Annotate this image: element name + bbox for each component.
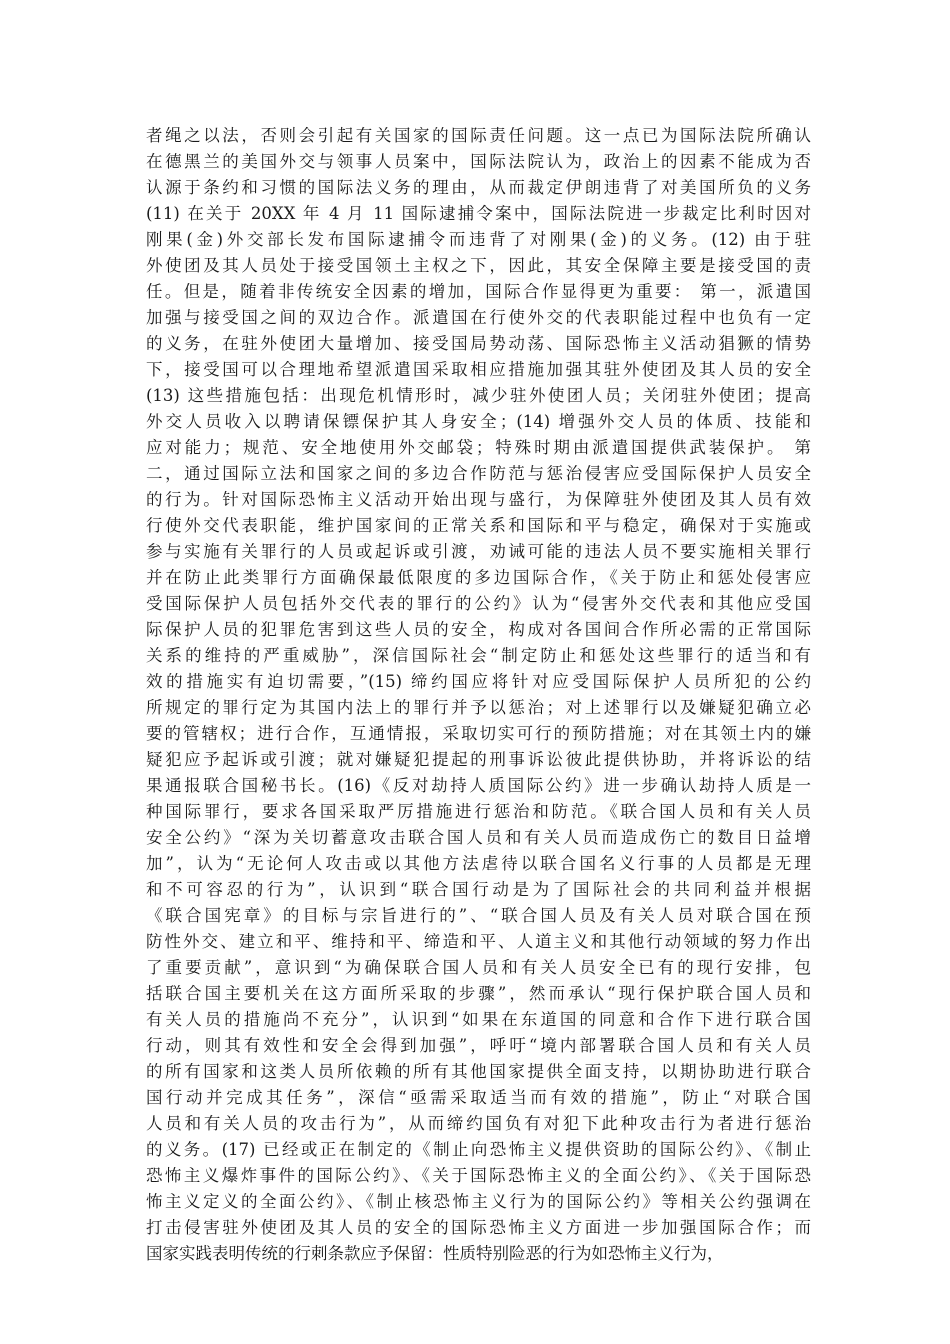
text-line: 关系的维持的严重威胁”，深信国际社会“制定防止和惩处这些罪行的适当和有 bbox=[146, 646, 811, 665]
text-line: 国家实践表明传统的行刺条款应予保留：性质特别险恶的行为如恐怖主义行为， bbox=[146, 1244, 724, 1263]
text-line: 者绳之以法，否则会引起有关国家的国际责任问题。这一点已为国际法院所确认 bbox=[146, 126, 811, 145]
text-line: 并在防止此类罪行方面确保最低限度的多边国际合作，《关于防止和惩处侵害应 bbox=[146, 568, 811, 587]
text-line: 所规定的罪行定为其国内法上的罪行并予以惩治；对上述罪行以及嫌疑犯确立必 bbox=[146, 698, 811, 717]
text-line: 怖主义定义的全面公约》、《制止核恐怖主义行为的国际公约》等相关公约强调在 bbox=[146, 1192, 811, 1211]
text-line: 的义务。(17) 已经或正在制定的《制止向恐怖主义提供资助的国际公约》、《制止 bbox=[146, 1140, 811, 1159]
text-line: 二，通过国际立法和国家之间的多边合作防范与惩治侵害应受国际保护人员安全 bbox=[146, 464, 811, 483]
text-line: 要的管辖权；进行合作，互通情报，采取切实可行的预防措施；对在其领土内的嫌 bbox=[146, 724, 811, 743]
text-line: 效的措施实有迫切需要，”(15) 缔约国应将针对应受国际保护人员所犯的公约 bbox=[146, 672, 811, 691]
text-line: 行使外交代表职能，维护国家间的正常关系和国际和平与稳定，确保对于实施或 bbox=[146, 516, 811, 535]
text-line: 疑犯应予起诉或引渡；就对嫌疑犯提起的刑事诉讼彼此提供协助，并将诉讼的结 bbox=[146, 750, 811, 769]
text-line: 下，接受国可以合理地希望派遣国采取相应措施加强其驻外使团及其人员的安全 bbox=[146, 360, 811, 379]
text-line: 的行为。针对国际恐怖主义活动开始出现与盛行，为保障驻外使团及其人员有效 bbox=[146, 490, 811, 509]
text-line: 的义务，在驻外使团大量增加、接受国局势动荡、国际恐怖主义活动猖獗的情势 bbox=[146, 334, 811, 353]
text-line: 人员和有关人员的攻击行为”，从而缔约国负有对犯下此种攻击行为者进行惩治 bbox=[146, 1114, 811, 1133]
text-line: 恐怖主义爆炸事件的国际公约》、《关于国际恐怖主义的全面公约》、《关于国际恐 bbox=[146, 1166, 811, 1185]
text-line: 际保护人员的犯罪危害到这些人员的安全，构成对各国间合作所必需的正常国际 bbox=[146, 620, 811, 639]
body-text bbox=[146, 123, 811, 1267]
text-line: 种国际罪行，要求各国采取严厉措施进行惩治和防范。《联合国人员和有关人员 bbox=[146, 802, 811, 821]
text-line: 果通报联合国秘书长。(16)《反对劫持人质国际公约》进一步确认劫持人质是一 bbox=[146, 776, 811, 795]
text-line: 认源于条约和习惯的国际法义务的理由，从而裁定伊朗违背了对美国所负的义务 bbox=[146, 178, 811, 197]
text-line: 在德黑兰的美国外交与领事人员案中，国际法院认为，政治上的因素不能成为否 bbox=[146, 152, 811, 171]
text-line: 的所有国家和这类人员所依赖的所有其他国家提供全面支持，以期协助进行联合 bbox=[146, 1062, 811, 1081]
text-line: 刚果(金)外交部长发布国际逮捕令而违背了对刚果(金)的义务。(12) 由于驻 bbox=[146, 230, 811, 249]
text-line: 防性外交、建立和平、维持和平、缔造和平、人道主义和其他行动领域的努力作出 bbox=[146, 932, 811, 951]
text-line: 和不可容忍的行为”，认识到“联合国行动是为了国际社会的共同利益并根据 bbox=[146, 880, 811, 899]
text-line: 加”，认为“无论何人攻击或以其他方法虐待以联合国名义行事的人员都是无理 bbox=[146, 854, 811, 873]
text-line: 参与实施有关罪行的人员或起诉或引渡，劝诫可能的违法人员不要实施相关罪行 bbox=[146, 542, 811, 561]
text-line: 了重要贡献”，意识到“为确保联合国人员和有关人员安全已有的现行安排，包 bbox=[146, 958, 811, 977]
text-line: 括联合国主要机关在这方面所采取的步骤”，然而承认“现行保护联合国人员和 bbox=[146, 984, 811, 1003]
text-line: 外交人员收入以聘请保镖保护其人身安全；(14) 增强外交人员的体质、技能和 bbox=[146, 412, 811, 431]
text-line: (11) 在关于 20XX 年 4 月 11 国际逮捕令案中，国际法院进一步裁定比利时因对 bbox=[146, 204, 811, 223]
text-line: 行动，则其有效性和安全会得到加强”，呼吁“境内部署联合国人员和有关人员 bbox=[146, 1036, 811, 1055]
text-line: 应对能力；规范、安全地使用外交邮袋；特殊时期由派遣国提供武装保护。 第 bbox=[146, 438, 811, 457]
text-line: 外使团及其人员处于接受国领土主权之下，因此，其安全保障主要是接受国的责 bbox=[146, 256, 811, 275]
text-line: 任。但是，随着非传统安全因素的增加，国际合作显得更为重要： 第一，派遣国 bbox=[146, 282, 811, 301]
text-line: 有关人员的措施尚不充分”，认识到“如果在东道国的同意和合作下进行联合国 bbox=[146, 1010, 811, 1029]
text-line: 《联合国宪章》的目标与宗旨进行的”、“联合国人员及有关人员对联合国在预 bbox=[146, 906, 811, 925]
text-line: 安全公约》“深为关切蓄意攻击联合国人员和有关人员而造成伤亡的数目日益增 bbox=[146, 828, 811, 847]
text-line: 打击侵害驻外使团及其人员的安全的国际恐怖主义方面进一步加强国际合作；而 bbox=[146, 1218, 811, 1237]
text-line: 加强与接受国之间的双边合作。派遣国在行使外交的代表职能过程中也负有一定 bbox=[146, 308, 811, 327]
text-line: 国行动并完成其任务”，深信“亟需采取适当而有效的措施”，防止“对联合国 bbox=[146, 1088, 811, 1107]
text-line: (13) 这些措施包括：出现危机情形时，减少驻外使团人员；关闭驻外使团；提高 bbox=[146, 386, 811, 405]
text-line: 受国际保护人员包括外交代表的罪行的公约》认为“侵害外交代表和其他应受国 bbox=[146, 594, 811, 613]
